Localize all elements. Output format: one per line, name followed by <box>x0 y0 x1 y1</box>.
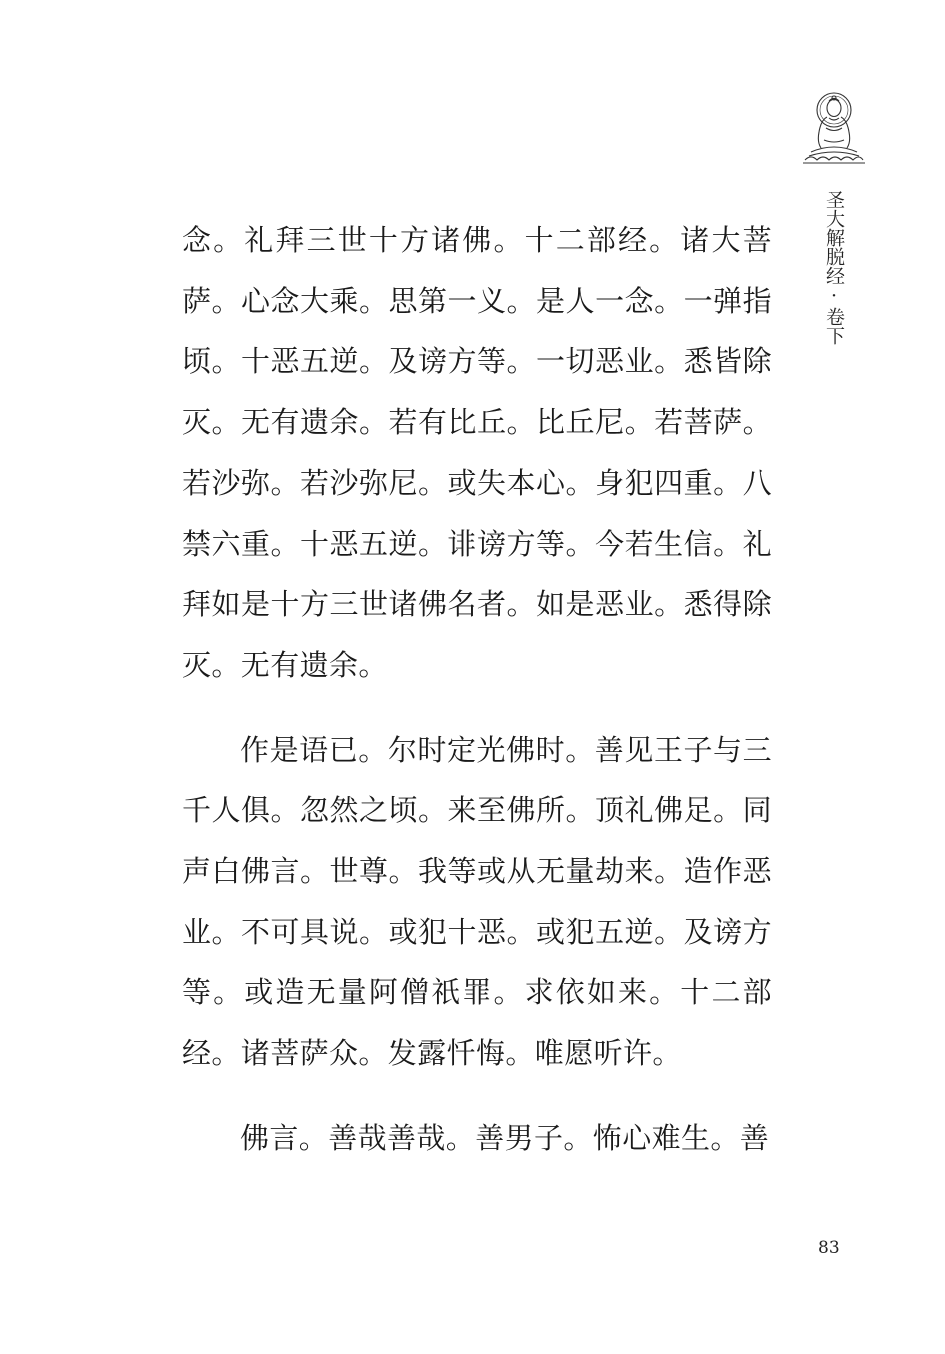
main-text <box>182 210 772 1169</box>
paragraph-2: 作是语已。尔时定光佛时。善见王子与三千人俱。忽然之顷。来至佛所。顶礼佛足。同声白佛言。世尊。我等或从无量劫来。造作恶业。不可具说。或犯十恶。或犯五逆。及谤方等。或造无量阿僧祇罪。求依如来。十二部经。诸菩萨众。发露忏悔。唯愿听许。 <box>182 732 772 1071</box>
paragraph-3: 佛言。善哉善哉。善男子。怖心难生。善 <box>240 1120 770 1155</box>
running-title: 圣大解脱经·卷下 <box>823 190 845 345</box>
paragraph-1: 念。礼拜三世十方诸佛。十二部经。诸大菩萨。心念大乘。思第一义。是人一念。一弹指顷。十恶五逆。及谤方等。一切恶业。悉皆除灭。无有遗余。若有比丘。比丘尼。若菩萨。若沙弥。若沙弥尼。或失本心。身犯四重。八禁六重。十恶五逆。诽谤方等。今若生信。礼拜如是十方三世诸佛名者。如是恶业。悉得除灭。无有遗余。 <box>182 223 772 682</box>
page-number: 83 <box>818 1238 840 1258</box>
seated-buddha-icon <box>799 88 869 166</box>
